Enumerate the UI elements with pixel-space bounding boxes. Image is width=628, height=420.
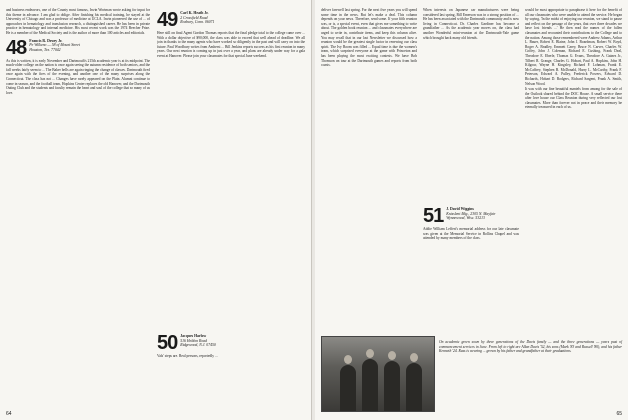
class-year-number: 49 bbox=[157, 9, 178, 31]
secretary-name: Francis R. Drury Jr. bbox=[29, 38, 63, 43]
address-line-1: Pe Wilkeno — 58 of Mount Street bbox=[29, 43, 80, 48]
column-text: and business endeavors, one of the County most famous, Irwin Wortman wrote asking for input for this theme in advance. I am glad to oblige. After finishing his medical training, he stayed at the University of Chicago and was a professor of medicine at UCLA. Irwin pioneered the use of ... of approaches in hematology and transfusion research, a distinguished career. He has been in private practice in hematology and internal medicine. His most recent work was the 1974 Beecher Prize. He is a member of the Medical Society and is the author of more than 100 articles and editorials. bbox=[6, 8, 150, 35]
person-figure bbox=[384, 361, 400, 411]
person-head bbox=[388, 351, 396, 360]
class-secretary-address bbox=[180, 334, 216, 348]
column-text: deliver farewell last spring. For the next five years you will spend some time in the news. But let's make a deal. This column depends on your news. Therefore, send some. If your fifth reunion was, or is, a special event, even that gives me something to write about. The golden book reunion ... and classmates everywhere are urged to write in, contribute items, and keep this column alive. You may recall that in our last Newsletter we discussed how a reunion would be the greatest single factor in renewing our class spirit. The Ivy Room was filled ... Equal time is due the women's team, which surprised everyone at the game with Princeton and has been playing the most exciting contests. We have Bob Thomson on tour at the Dartmouth games and reports from both coasts. bbox=[321, 8, 417, 68]
class-entry-48 bbox=[6, 36, 150, 59]
left-page bbox=[0, 0, 312, 420]
secretary-name: Jacques Harlow bbox=[180, 334, 207, 338]
address-line-1: Knisslent Mtg., 2305 N. Mayfair bbox=[446, 211, 496, 216]
class-year-number: 50 bbox=[157, 332, 178, 354]
column-text: It was with our fine beautiful mantels from among for the sale of the Outlook shared behind the DOC House. A small service there after love house our Class Reunion during very reflected our lost classmates. More than forever not in peace and their memory be eternally treasured in each of us. bbox=[525, 87, 622, 110]
class-secretary-address bbox=[180, 11, 214, 25]
right-column-2 bbox=[423, 8, 519, 332]
address-line-1: 2 Crossfield Road bbox=[180, 15, 208, 20]
class-entry-50 bbox=[157, 334, 305, 352]
person-head bbox=[344, 355, 352, 364]
person-figure bbox=[340, 365, 356, 411]
column-text: would be most appropriate to paraphrase it here for the benefit of all our classmates who were unable to attend the service. He began by saying, 'In the midst of enjoying our reunion, we stand to pause and reflect on the passage of the years, that over three decades we have lost friends ...' He then read the names of the fallen classmates and recounted their contributions to the College and to the nation. Among those remembered were Andrew Adams, Arthur L. Bauer, Robert E. Blaine, John J. Boardman, Robert W. Boyd, Roger A. Bradley, Emmett Carey, Bruce N. Carver, Charles W. Coffey, John J. Coleman, Richard E. Cushing, Frank Deal, Theodore E. Eberle, Thomas G. Evans, Theodore A. Gaines Jr., Tilbert R. Grange, Charles G. Hobart, Paul A. Hopkins, John H. Kilgour, Wayne H. Kingsley, Richard F. Lohman, Frank E. McCaffrey, Stephen B. McDonald, Harry L. McCarthy, Frank F. Peterson, Edward A. Pulley, Frederick Powers, Edward D. Richards, Hobart D. Rodgers, Richard Sargent, Frank A. Smith, Nelson Wood. bbox=[525, 8, 622, 86]
right-column-1 bbox=[321, 8, 417, 332]
column-text: Vals' steps are. Real persons, reportedly ... bbox=[157, 354, 218, 358]
person-head bbox=[366, 349, 374, 358]
column-text: As this is written, it is early November and Dartmouth's 215th academic year is at its midpoint. The much-older college on the nation is once again seeing the autumn residence of both seniors, and the fall weeks fairly seem to ... The Baker bells are again ringing the change of classes. Dartmouth fired once again with the fires of the evening, and another one of the many surprises along the Connecticut. The class has not ... Changes have rarely appeared on the Plain. Alumni continue to come in season, and the football team, Hopkins Center replaces the old Hanover, and the Dartmouth Outing Club and the students and faculty remain the heart and soul of the college that so many of us love. bbox=[6, 58, 150, 95]
secretary-name: Carl K. Heath Jr. bbox=[180, 11, 209, 15]
person-figure bbox=[362, 359, 378, 411]
column-text: When interests on Japanese car manufacturers were being considered last spring, Bill Emerson was in a strong position of ... He has been associated with the Dartmouth community and is now living in Connecticut. Dr. Charles Gardiner has become a grandfather ... As the academic year moves on, the class had another Wonderful mini-reunion at the Dartmouth-Yale game which brought back many old friends. bbox=[423, 8, 519, 40]
class-entry-51 bbox=[423, 207, 519, 225]
column-text: Addie William Leffert's memorial address for our late classmate was given at the Memorial Service in Rollins Chapel and was attended by many members of the class. bbox=[423, 227, 519, 241]
right-column-3 bbox=[525, 8, 622, 332]
left-column-2 bbox=[157, 8, 305, 406]
page-number: 64 bbox=[6, 411, 12, 417]
family-photo bbox=[321, 336, 435, 412]
right-page bbox=[315, 0, 628, 420]
class-secretary-address bbox=[446, 207, 495, 221]
column-text: Here still on final Agent Gordon Thomas reports that the final pledge total to the college came over ... With a dollar objective of $90,000, the class was able to exceed that well ahead of deadline. We all join in thanks to the many agents who have worked so diligently in the past and will carry on into the future. Paul Woodbury writes from Amherst ... Bill Jenkins reports success as his first reunion in many years. Our next reunion is coming up in just over a year, and plans are already under way for a gala event at Hanover. Please join your classmates for that special June weekend. bbox=[157, 31, 305, 58]
class-year-number: 51 bbox=[423, 205, 444, 227]
address-line-2: Ridgewood, N.J. 07450 bbox=[180, 343, 216, 348]
person-head bbox=[410, 353, 418, 362]
class-year-number: 48 bbox=[6, 36, 27, 59]
person-figure bbox=[406, 363, 422, 411]
address-line-2: Roxbury, Conn. 06071 bbox=[180, 20, 215, 25]
secretary-name: J. David Wiggins bbox=[446, 207, 474, 211]
address-line-2: Houston, Tex. 77042 bbox=[29, 47, 61, 52]
class-entry-49 bbox=[157, 11, 305, 29]
address-line-1: 516 Heldon Road bbox=[180, 338, 208, 343]
page-number: 65 bbox=[616, 411, 622, 417]
photo-caption: On academic green sown by three generations of the Davis family — and the three generations — years past of commencement services in June. From left to right are Allan Davis '52, his sons (Mark '83 and Russell '80), and his father Kenneth '24. Russ is wearing ... grown by his father and grandfather at their graduations. bbox=[439, 340, 622, 353]
class-secretary-address bbox=[29, 39, 80, 53]
address-line-2: Wynnewood, Wisc. 53213 bbox=[446, 216, 485, 221]
left-column-1 bbox=[6, 8, 150, 406]
